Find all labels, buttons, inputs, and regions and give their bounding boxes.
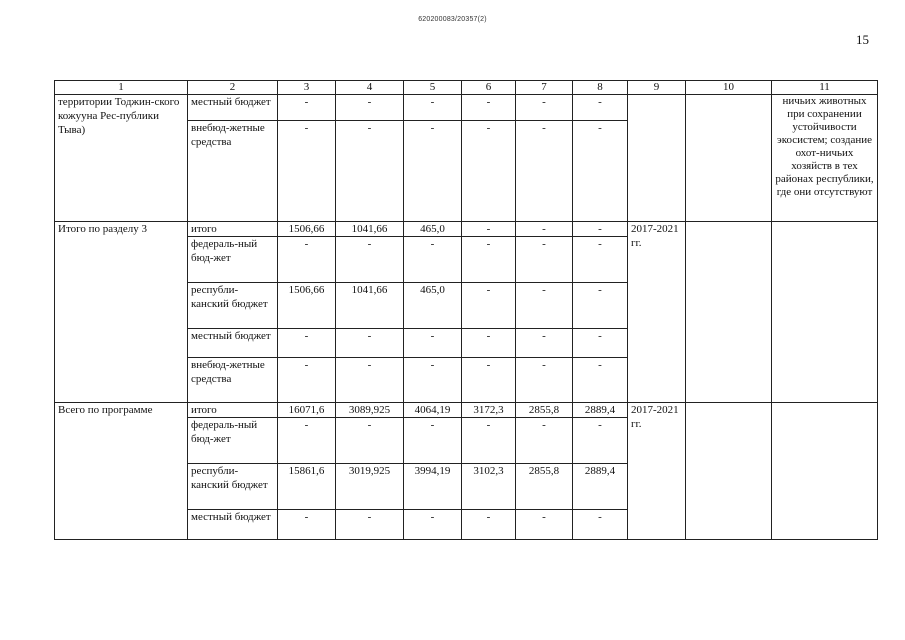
value-cell: - — [336, 121, 404, 222]
value-cell: 1041,66 — [336, 222, 404, 237]
value-cell: - — [516, 418, 573, 464]
value-cell: - — [516, 121, 573, 222]
value-cell: - — [404, 510, 462, 540]
value-cell: - — [573, 329, 628, 358]
value-cell: - — [336, 358, 404, 403]
value-cell: 465,0 — [404, 283, 462, 329]
value-cell: 2889,4 — [573, 464, 628, 510]
table-row — [55, 95, 878, 121]
period-cell — [628, 95, 686, 222]
value-cell: - — [336, 237, 404, 283]
value-cell: - — [336, 95, 404, 121]
value-cell: - — [516, 222, 573, 237]
value-cell: - — [404, 95, 462, 121]
executor-cell — [686, 95, 772, 222]
column-header: 5 — [404, 81, 462, 95]
value-cell: - — [278, 510, 336, 540]
value-cell: 3994,19 — [404, 464, 462, 510]
funding-source: местный бюджет — [188, 510, 278, 540]
document-id: 620200083/20357(2) — [418, 16, 487, 23]
column-header: 9 — [628, 81, 686, 95]
value-cell: - — [278, 95, 336, 121]
funding-source: федераль-ный бюд-жет — [188, 418, 278, 464]
period-cell: 2017-2021 гг. — [628, 403, 686, 540]
value-cell: - — [573, 283, 628, 329]
funding-source: местный бюджет — [188, 95, 278, 121]
value-cell: - — [336, 510, 404, 540]
column-header: 7 — [516, 81, 573, 95]
value-cell: - — [516, 510, 573, 540]
funding-source: внебюд-жетные средства — [188, 358, 278, 403]
expected-results — [772, 222, 878, 403]
value-cell: - — [278, 237, 336, 283]
value-cell: 3089,925 — [336, 403, 404, 418]
value-cell: - — [516, 283, 573, 329]
funding-source: федераль-ный бюд-жет — [188, 237, 278, 283]
value-cell: 2855,8 — [516, 464, 573, 510]
value-cell: - — [573, 510, 628, 540]
value-cell: - — [336, 418, 404, 464]
value-cell: - — [573, 222, 628, 237]
row-group-label: территории Тоджин-ского кожууна Рес-публики Тыва) — [55, 95, 188, 222]
value-cell: - — [516, 95, 573, 121]
value-cell: - — [278, 329, 336, 358]
period-cell: 2017-2021 гг. — [628, 222, 686, 403]
value-cell: - — [516, 237, 573, 283]
value-cell: 1506,66 — [278, 222, 336, 237]
value-cell: 16071,6 — [278, 403, 336, 418]
row-group-label: Всего по программе — [55, 403, 188, 540]
funding-source: республи-канский бюджет — [188, 283, 278, 329]
value-cell: 465,0 — [404, 222, 462, 237]
value-cell: - — [462, 283, 516, 329]
column-header: 11 — [772, 81, 878, 95]
column-header: 1 — [55, 81, 188, 95]
value-cell: - — [278, 358, 336, 403]
value-cell: - — [462, 510, 516, 540]
column-header: 4 — [336, 81, 404, 95]
value-cell: - — [462, 237, 516, 283]
budget-table — [54, 80, 878, 540]
value-cell: 3019,925 — [336, 464, 404, 510]
value-cell: 1041,66 — [336, 283, 404, 329]
expected-results: ничьих животных при сохранении устойчивости экосистем; создание охот-ничьих хозяйств в тех районах республики, где они отсутствуют — [772, 95, 878, 222]
value-cell: - — [462, 418, 516, 464]
value-cell: - — [516, 358, 573, 403]
value-cell: - — [336, 329, 404, 358]
value-cell: - — [573, 237, 628, 283]
value-cell: 1506,66 — [278, 283, 336, 329]
table-row — [55, 222, 878, 237]
value-cell: 15861,6 — [278, 464, 336, 510]
value-cell: - — [462, 222, 516, 237]
funding-source: итого — [188, 403, 278, 418]
column-header: 8 — [573, 81, 628, 95]
funding-source: итого — [188, 222, 278, 237]
value-cell: - — [462, 329, 516, 358]
value-cell: 3172,3 — [462, 403, 516, 418]
value-cell: - — [404, 121, 462, 222]
value-cell: - — [462, 121, 516, 222]
value-cell: - — [278, 121, 336, 222]
expected-results — [772, 403, 878, 540]
row-group-label: Итого по разделу 3 — [55, 222, 188, 403]
value-cell: - — [278, 418, 336, 464]
funding-source: республи-канский бюджет — [188, 464, 278, 510]
funding-source: внебюд-жетные средства — [188, 121, 278, 222]
column-header: 10 — [686, 81, 772, 95]
value-cell: - — [462, 358, 516, 403]
column-header: 2 — [188, 81, 278, 95]
value-cell: 2855,8 — [516, 403, 573, 418]
value-cell: - — [516, 329, 573, 358]
executor-cell — [686, 222, 772, 403]
value-cell: 3102,3 — [462, 464, 516, 510]
value-cell: 4064,19 — [404, 403, 462, 418]
value-cell: - — [404, 237, 462, 283]
value-cell: - — [404, 358, 462, 403]
value-cell: - — [573, 121, 628, 222]
executor-cell — [686, 403, 772, 540]
table-row — [55, 403, 878, 418]
column-header: 3 — [278, 81, 336, 95]
column-header: 6 — [462, 81, 516, 95]
funding-source: местный бюджет — [188, 329, 278, 358]
value-cell: - — [573, 95, 628, 121]
value-cell: 2889,4 — [573, 403, 628, 418]
value-cell: - — [462, 95, 516, 121]
table-header-row — [55, 81, 878, 95]
value-cell: - — [573, 418, 628, 464]
value-cell: - — [404, 329, 462, 358]
value-cell: - — [404, 418, 462, 464]
value-cell: - — [573, 358, 628, 403]
page-number: 15 — [856, 32, 869, 47]
